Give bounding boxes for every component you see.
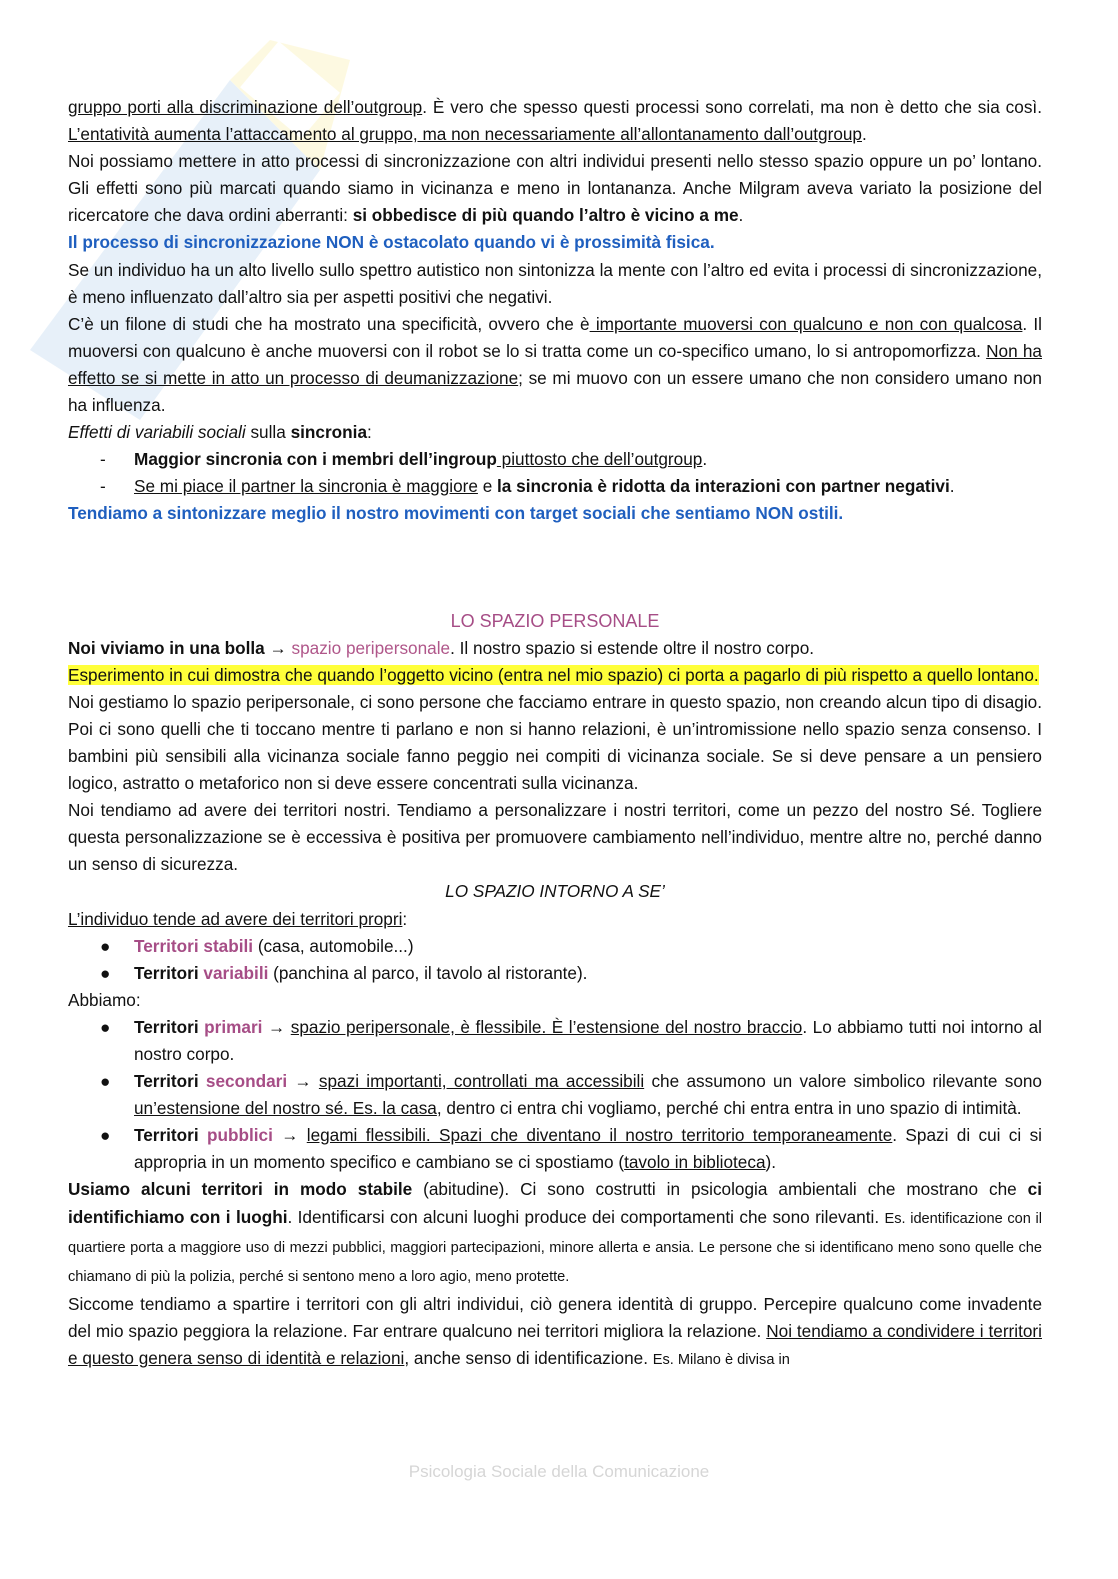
document-page xyxy=(68,94,1042,1374)
list-item: ● Territori stabili (casa, automobile...) xyxy=(100,935,414,956)
section-paragraph-7: Usiamo alcuni territori in modo stabile (abitudine). Ci sono costrutti in psicologia ambientali che mostrano che ci identifichiamo con i luoghi. Identificarsi con alcuni luoghi produce dei comportamenti che sono rilevanti. Es. identificazione con il quartiere porta a maggiore uso di mezzi pubblici, maggiori partecipazioni, minore allerta e ansia. Le persone che si identificano meno sono quelle che chiamano di più la polizia, perché si sentono meno a loro agio, meno protette. xyxy=(68,1179,1042,1285)
section-paragraph-2-highlighted: Esperimento in cui dimostra che quando l’oggetto vicino (entra nel mio spazio) ci porta a pagarlo di più rispetto a quello lontano. xyxy=(68,664,1039,685)
section-paragraph-5: L’individuo tende ad avere dei territori propri: xyxy=(68,908,408,929)
paragraph-1: gruppo porti alla discriminazione dell’outgroup. È vero che spesso questi processi sono correlati, ma non è detto che sia così. L’entatività aumenta l’attaccamento al gruppo, ma non necessariamente all’allontanamento dall’outgroup. xyxy=(68,97,1042,145)
section-paragraph-3: Noi gestiamo lo spazio peripersonale, ci sono persone che facciamo entrare in questo spazio, non creando alcun tipo di disagio. Poi ci sono quelli che ti toccano mentre ti parlano e non si hanno relazioni, è un’intromissione nello spazio senza consenso. I bambini più sensibili alla vicinanza sociale fanno peggio nei compiti di vicinanza sociale. Se si deve pensare a un pensiero logico, astratto o metaforico non si deve essere concentrati sulla vicinanza. xyxy=(68,691,1042,794)
paragraph-2: Noi possiamo mettere in atto processi di sincronizzazione con altri individui presenti nello stesso spazio oppure un po’ lontano. Gli effetti sono più marcati quando siamo in vicinanza e meno in lontananza. Anche Milgram aveva variato la posizione del ricercatore che dava ordini aberranti: si obbedisce di più quando l’altro è vicino a me. xyxy=(68,151,1042,226)
list-item: - Maggior sincronia con i membri dell’ingroup piuttosto che dell’outgroup. xyxy=(100,449,708,470)
paragraph-7-highlight: Tendiamo a sintonizzare meglio il nostro movimenti con target sociali che sentiamo NON ostili. xyxy=(68,503,844,524)
list-territories-type xyxy=(68,933,1042,987)
section-paragraph-8: Siccome tendiamo a spartire i territori con gli altri individui, ciò genera identità di gruppo. Percepire qualcuno come invadente del mio spazio peggiora la relazione. Far entrare qualcuno nei territori migliora la relazione. Noi tendiamo a condividere i territori e questo genera senso di identità e relazioni, anche senso di identificazione. Es. Milano è divisa in xyxy=(68,1293,1042,1369)
list-item: ● Territori secondari → spazi importanti, controllati ma accessibili che assumono un valore simbolico rilevante sono un’estensione del nostro sé. Es. la casa, dentro ci entra chi vogliamo, perché chi entra entra in uno spazio di intimità. xyxy=(100,1071,1042,1119)
section-paragraph-6: Abbiamo: xyxy=(68,989,141,1010)
section-paragraph-4: Noi tendiamo ad avere dei territori nostri. Tendiamo a personalizzare i nostri territori, come un pezzo del nostro Sé. Togliere questa personalizzazione se è eccessiva è positiva per promuovere cambiamento nell’individuo, mentre altre no, perché danno un senso di sicurezza. xyxy=(68,800,1042,875)
paragraph-4: Se un individuo ha un alto livello sullo spettro autistico non sintonizza la mente con l’altro ed evita i processi di sincronizzazione, è meno influenzato dall’altro sia per aspetti positivi che negativi. xyxy=(68,259,1042,307)
section-paragraph-1: Noi viviamo in una bolla → spazio peripersonale. Il nostro spazio si estende oltre il nostro corpo. xyxy=(68,637,815,658)
spacer xyxy=(68,528,1042,608)
list-item: ● Territori primari → spazio peripersonale, è flessibile. È l’estensione del nostro braccio. Lo abbiamo tutti noi intorno al nostro corpo. xyxy=(100,1016,1042,1064)
subsection-title: LO SPAZIO INTORNO A SE’ xyxy=(445,881,665,902)
list-item: ● Territori variabili (panchina al parco, il tavolo al ristorante). xyxy=(100,962,588,983)
list-item: ● Territori pubblici → legami flessibili. Spazi che diventano il nostro territorio temporaneamente. Spazi di cui ci si appropria in un momento specifico e cambiano se ci spostiamo (tavolo in biblioteca). xyxy=(100,1125,1042,1173)
list-sync-effects xyxy=(68,446,1042,500)
list-territories-level xyxy=(68,1014,1042,1177)
page-footer: Psicologia Sociale della Comunicazione xyxy=(408,1462,710,1481)
list-item: - Se mi piace il partner la sincronia è maggiore e la sincronia è ridotta da interazioni con partner negativi. xyxy=(100,476,955,497)
paragraph-6: Effetti di variabili sociali sulla sincronia: xyxy=(68,422,372,443)
paragraph-5: C’è un filone di studi che ha mostrato una specificità, ovvero che è importante muoversi con qualcuno e non con qualcosa. Il muoversi con qualcuno è anche muoversi con il robot se lo si tratta come un co-specifico umano, lo si antropomorfizza. Non ha effetto se si mette in atto un processo di deumanizzazione; se mi muovo con un essere umano che non considero umano non ha influenza. xyxy=(68,313,1042,416)
paragraph-3-highlight: Il processo di sincronizzazione NON è ostacolato quando vi è prossimità fisica. xyxy=(68,232,715,253)
section-title: LO SPAZIO PERSONALE xyxy=(450,610,660,631)
